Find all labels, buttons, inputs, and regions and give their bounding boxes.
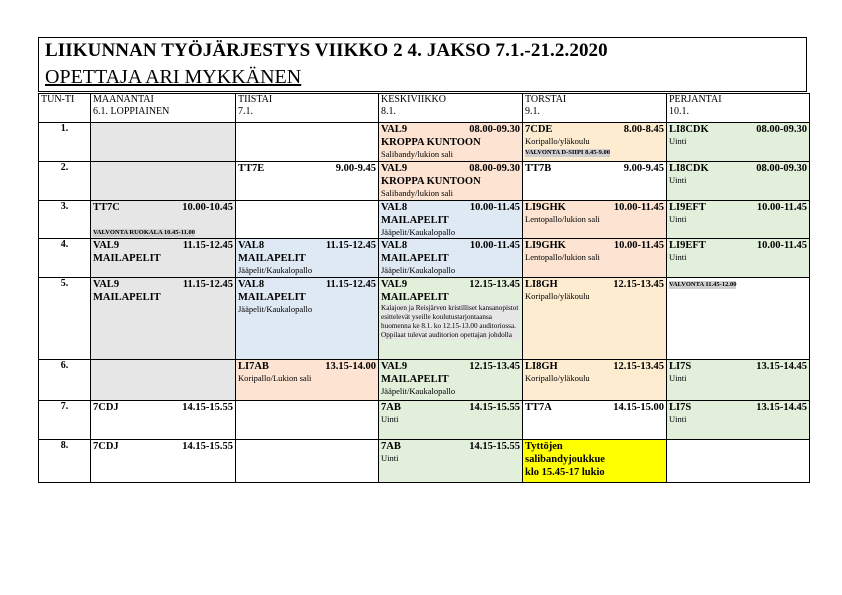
table-row	[39, 401, 810, 440]
schedule-table	[38, 93, 810, 483]
table-row	[39, 123, 810, 162]
team-practice-cell: Tyttöjen salibandyjoukkue klo 15.45-17 lukio	[523, 440, 667, 483]
supervision-badge: VALVONTA D-SIIPI 8.45-9.00	[525, 149, 610, 156]
lesson-cell: LI9GHK 10.00-11.45 Lentopallo/lukion sali	[523, 201, 667, 239]
cell-empty	[236, 201, 379, 239]
table-row	[39, 360, 810, 401]
lesson-cell: LI8GH 12.15-13.45 Koripallo/yläkoulu	[523, 360, 667, 401]
table-header-row	[39, 94, 810, 123]
day-header-monday: MAANANTAI 6.1. LOPPIAINEN	[91, 94, 236, 123]
lesson-cell: TT7B 9.00-9.45	[523, 162, 667, 201]
cell-empty	[236, 401, 379, 440]
lesson-cell: VAL9 12.15-13.45 MAILAPELIT Jääpelit/Kaukalopallo	[379, 360, 523, 401]
day-header-tuesday: TIISTAI 7.1.	[236, 94, 379, 123]
lesson-cell: 7AB 14.15-15.55 Uinti	[379, 440, 523, 483]
day-header-friday: PERJANTAI 10.1.	[667, 94, 810, 123]
table-row	[39, 201, 810, 239]
schedule-title: LIIKUNNAN TYÖJÄRJESTYS VIIKKO 2 4. JAKSO 7.1.-21.2.2020	[45, 40, 608, 61]
table-row	[39, 239, 810, 278]
hour-number: 1.	[39, 123, 91, 162]
lesson-cell: VAL9 11.15-12.45 MAILAPELIT	[91, 239, 236, 278]
teacher-name: OPETTAJA ARI MYKKÄNEN	[45, 66, 302, 88]
lesson-cell: VAL9 08.00-09.30 KROPPA KUNTOON Salibandy/lukion sali	[379, 123, 523, 162]
supervision-badge: VALVONTA RUOKALA 10.45-11.00	[93, 229, 195, 236]
lesson-cell: LI7AB 13.15-14.00 Koripallo/Lukion sali	[236, 360, 379, 401]
cell-empty	[91, 162, 236, 201]
hour-number: 8.	[39, 440, 91, 483]
day-header-thursday: TORSTAI 9.1.	[523, 94, 667, 123]
lesson-cell: LI8CDK 08.00-09.30 Uinti	[667, 123, 810, 162]
lesson-cell: TT7A 14.15-15.00	[523, 401, 667, 440]
hour-number: 6.	[39, 360, 91, 401]
lesson-cell: VAL9 11.15-12.45 MAILAPELIT	[91, 278, 236, 360]
lesson-cell: TT7E 9.00-9.45	[236, 162, 379, 201]
day-header-wednesday: KESKIVIIKKO 8.1.	[379, 94, 523, 123]
hour-column-header: TUN-TI	[39, 94, 91, 123]
lesson-cell: 7CDE 8.00-8.45 Koripallo/yläkoulu VALVONTA D-SIIPI 8.45-9.00	[523, 123, 667, 162]
hour-number: 5.	[39, 278, 91, 360]
lesson-cell: 7CDJ 14.15-15.55	[91, 440, 236, 483]
lesson-cell	[667, 278, 810, 360]
lesson-cell: LI7S 13.15-14.45 Uinti	[667, 401, 810, 440]
schedule-header	[38, 37, 807, 92]
lesson-cell: VAL8 11.15-12.45 MAILAPELIT Jääpelit/Kaukalopallo	[236, 239, 379, 278]
cell-empty	[91, 360, 236, 401]
table-row	[39, 162, 810, 201]
lesson-cell: LI8GH 12.15-13.45 Koripallo/yläkoulu	[523, 278, 667, 360]
lesson-cell: VAL9 12.15-13.45 MAILAPELIT Kalajoen ja Reisjärven kristilliset kansanopistot esittelevät yseille koulutustarjontaansa huomenna ke 8.1. ko 12.15-13.00 auditoriossa. Oppilaat tulevat auditorion opettajan johdolla	[379, 278, 523, 360]
lesson-cell: LI7S 13.15-14.45 Uinti	[667, 360, 810, 401]
lesson-cell: VAL9 08.00-09.30 KROPPA KUNTOON Salibandy/lukion sali	[379, 162, 523, 201]
lesson-cell: VAL8 10.00-11.45 MAILAPELIT Jääpelit/Kaukalopallo	[379, 239, 523, 278]
cell-empty	[667, 440, 810, 483]
lesson-cell: 7CDJ 14.15-15.55	[91, 401, 236, 440]
lesson-cell: 7AB 14.15-15.55 Uinti	[379, 401, 523, 440]
hour-number: 2.	[39, 162, 91, 201]
cell-empty	[236, 123, 379, 162]
hour-number: 7.	[39, 401, 91, 440]
lesson-cell: VAL8 11.15-12.45 MAILAPELIT Jääpelit/Kaukalopallo	[236, 278, 379, 360]
hour-number: 4.	[39, 239, 91, 278]
lesson-cell: LI9GHK 10.00-11.45 Lentopallo/lukion sali	[523, 239, 667, 278]
lesson-cell: LI9EFT 10.00-11.45 Uinti	[667, 201, 810, 239]
cell-empty	[91, 123, 236, 162]
lesson-cell: TT7C 10.00-10.45 VALVONTA RUOKALA 10.45-11.00	[91, 201, 236, 239]
table-row	[39, 440, 810, 483]
cell-empty	[236, 440, 379, 483]
supervision-badge: VALVONTA 11.45-12.00	[669, 281, 737, 288]
lesson-cell: LI9EFT 10.00-11.45 Uinti	[667, 239, 810, 278]
announcement-note: Kalajoen ja Reisjärven kristilliset kansanopistot esittelevät yseille koulutustarjontaansa huomenna ke 8.1. ko 12.15-13.00 auditoriossa. Oppilaat tulevat auditorion opettajan johdolla	[381, 304, 519, 339]
lesson-cell: VAL8 10.00-11.45 MAILAPELIT Jääpelit/Kaukalopallo	[379, 201, 523, 239]
hour-number: 3.	[39, 201, 91, 239]
table-row	[39, 278, 810, 360]
lesson-cell: LI8CDK 08.00-09.30 Uinti	[667, 162, 810, 201]
